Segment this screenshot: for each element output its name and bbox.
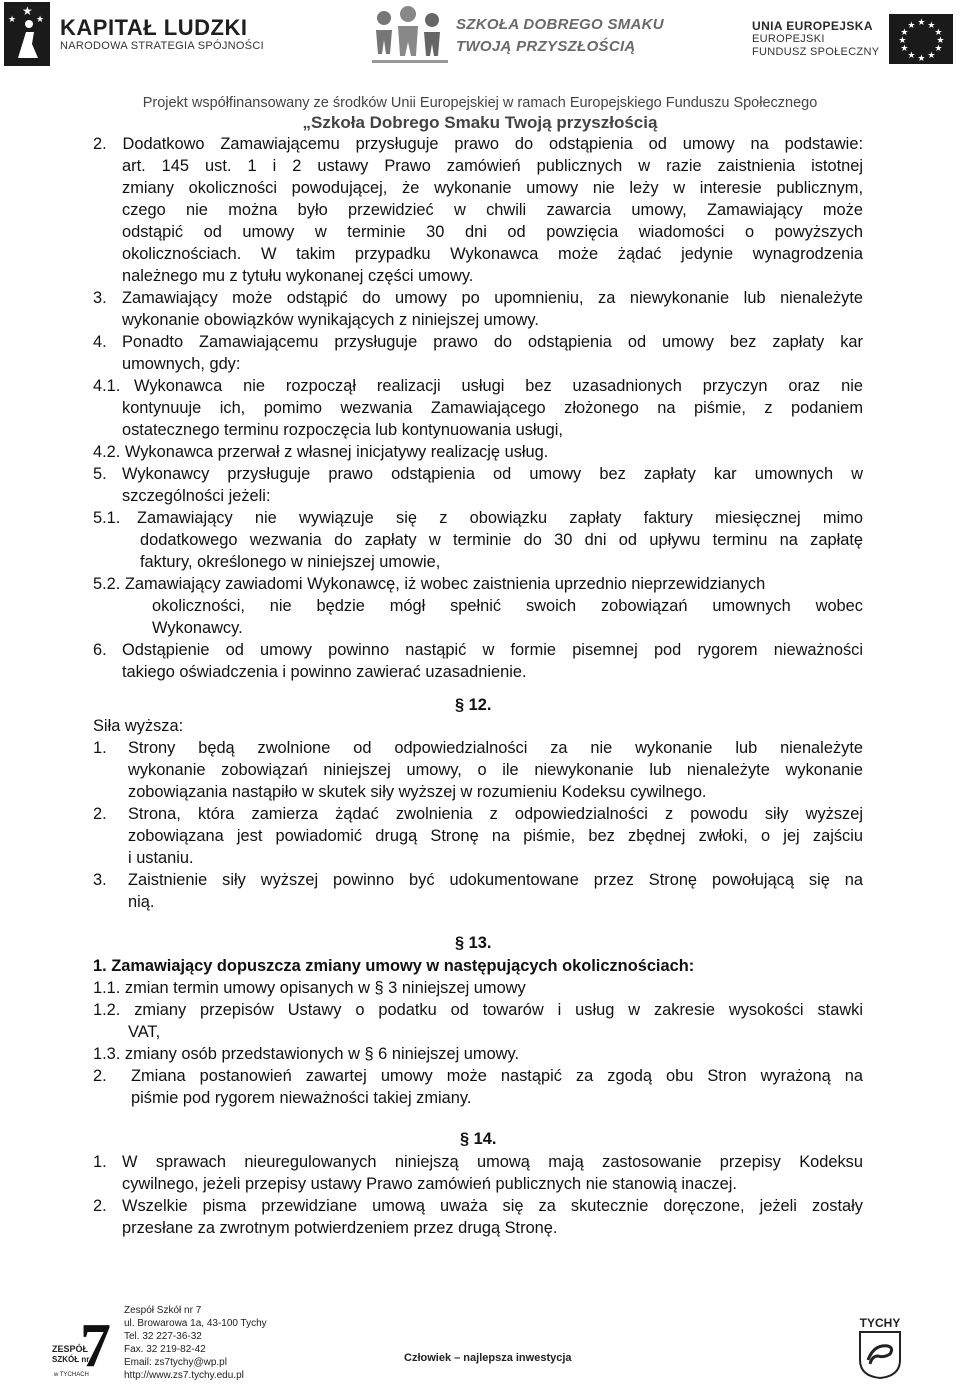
text-line: Wykonawca nie rozpoczął realizacji usługi bez uzasadnionych przyczyn oraz nie: [134, 377, 863, 395]
text-line: wykonanie obowiązków wynikających z niniejszej umowy.: [122, 311, 539, 329]
page-header: [0, 0, 960, 140]
text-line: Zamawiający nie wywiązuje się z obowiązku zapłaty faktury miesięcznej mimo: [137, 509, 863, 527]
text-line: umownych, gdy:: [122, 355, 241, 373]
children-figures-icon: [370, 4, 450, 68]
list-number: 4.1.: [93, 377, 121, 395]
text-line: Strony będą zwolnione od odpowiedzialności za nie wykonanie lub nienależyte: [128, 739, 863, 757]
kapital-ludzki-emblem-icon: ★ ★ ★: [4, 2, 50, 66]
sds-line-2: TWOJĄ PRZYSZŁOŚCIĄ: [456, 38, 636, 55]
zs-logo-line-1: ZESPÓŁ: [52, 1344, 89, 1354]
text-line: 5.2. Zamawiający zawiadomi Wykonawcę, iż wobec zaistnienia uprzednio nieprzewidzianych: [93, 575, 766, 593]
list-number: 5.1.: [93, 509, 121, 527]
list-number: 2.: [93, 1197, 107, 1215]
text-line: 1.3. zmiany osób przedstawionych w § 6 niniejszej umowy.: [93, 1045, 520, 1063]
text-line: wykonanie zobowiązań niniejszej umowy, o ile niewykonanie lub nienależyte wykonanie: [128, 761, 863, 779]
list-number: 4.: [93, 333, 107, 351]
tychy-crest-icon: [858, 1330, 902, 1380]
text-line: Odstąpienie od umowy powinno nastąpić w formie pisemnej pod rygorem nieważności: [122, 641, 863, 659]
text-line: Wszelkie pisma przewidziane umową uważa się za skutecznie doręczone, jeżeli zostały: [122, 1197, 863, 1215]
text-line: 4.2. Wykonawca przerwał z własnej inicjatywy realizację usług.: [93, 443, 549, 461]
text-line: Siła wyższa:: [93, 717, 184, 735]
text-line: 1. Zamawiający dopuszcza zmiany umowy w następujących okolicznościach:: [93, 957, 695, 975]
fax-line: Fax. 32 219-82-42: [124, 1344, 206, 1355]
text-line: art. 145 ust. 1 i 2 ustawy Prawo zamówień publicznych w razie zaistnienia istotnej: [122, 157, 863, 175]
text-line: Zaistnienie siły wyższej powinno być udokumentowane przez Stronę powołującą się na: [128, 871, 863, 889]
email-line: Email: zs7tychy@wp.pl: [124, 1357, 227, 1368]
phone-line: Tel. 32 227-36-32: [124, 1331, 202, 1342]
address-line: Zespół Szkół nr 7: [124, 1305, 202, 1316]
text-line: Wykonawcy przysługuje prawo odstąpienia od umowy bez zapłaty kar umownych w: [122, 465, 863, 483]
text-line: okolicznościach. W takim przypadku Wykonawca może żądać jedynie wynagrodzenia: [122, 245, 863, 263]
kapital-ludzki-logo: [4, 2, 264, 66]
text-line: nią.: [128, 893, 155, 911]
section-heading: § 12.: [455, 696, 492, 714]
text-line: ostatecznego terminu rozpoczęcia lub kontynuowania usługi,: [122, 421, 563, 439]
zespol-szkol-logo: [50, 1308, 130, 1378]
footer-motto: Człowiek – najlepsza inwestycja: [404, 1352, 572, 1364]
text-line: zobowiązana jest powiadomić drugą Stronę na piśmie, bez zbędnej zwłoki, o jej zajściu: [128, 827, 863, 845]
text-line: i ustaniu.: [128, 849, 194, 867]
school-address: [124, 1304, 267, 1382]
text-line: takiego oświadczenia i powinno zawierać uzasadnienie.: [122, 663, 527, 681]
text-line: piśmie pod rygorem nieważności takiej zmiany.: [131, 1089, 472, 1107]
section-heading: § 13.: [455, 934, 492, 952]
list-number: 5.: [93, 465, 107, 483]
text-line: Ponadto Zamawiającemu przysługuje prawo do odstąpienia od umowy bez zapłaty kar: [122, 333, 863, 351]
zs-logo-line-2: SZKÓŁ nr: [52, 1355, 90, 1364]
text-line: faktury, określonego w niniejszej umowie,: [140, 553, 441, 571]
list-number: 3.: [93, 871, 107, 889]
eu-flag-icon: ★ ★ ★ ★ ★ ★ ★ ★ ★ ★ ★ ★: [889, 14, 953, 64]
tychy-label: TYCHY: [859, 1316, 901, 1330]
text-line: przesłane za zwrotnym potwierdzeniem przez drugą Stronę.: [122, 1219, 558, 1237]
sds-line-1: SZKOŁA DOBREGO SMAKU: [456, 16, 664, 33]
list-number: 1.: [93, 1153, 107, 1171]
text-line: Zmiana postanowień zawartej umowy może nastąpić za zgodą obu Stron wyrażoną na: [131, 1067, 863, 1085]
zs-logo-number: 7: [80, 1312, 111, 1378]
page-footer: [0, 1290, 960, 1385]
text-line: szczególności jeżeli:: [122, 487, 271, 505]
list-number: 2.: [93, 1067, 107, 1085]
text-line: okoliczności, nie będzie mógł spełnić swoich zobowiązań umownych wobec: [152, 597, 863, 615]
project-cofinancing-line: Projekt współfinansowany ze środków Unii Europejskiej w ramach Europejskiego Funduszu Społecznego: [142, 95, 818, 111]
list-number: 2.: [93, 805, 107, 823]
text-line: kontynuuje ich, pomimo wezwania Zamawiającego złożonego na piśmie, z podaniem: [122, 399, 863, 417]
text-line: 1.1. zmian termin umowy opisanych w § 3 niniejszej umowy: [93, 979, 526, 997]
text-line: zmiany okoliczności powodującej, że wykonanie umowy nie leży w interesie publicznym,: [122, 179, 863, 197]
text-line: czego nie można było przewidzieć w chwili zawarcia umowy, Zamawiający może: [122, 201, 863, 219]
kapital-ludzki-title: KAPITAŁ LUDZKI: [60, 15, 248, 40]
ue-line-3: FUNDUSZ SPOŁECZNY: [752, 46, 880, 58]
text-line: cywilnego, jeżeli przepisy ustawy Prawo zamówień publicznych nie stanowią inaczej.: [122, 1175, 737, 1193]
list-number: 3.: [93, 289, 107, 307]
text-line: Zamawiający może odstąpić do umowy po upomnieniu, za niewykonanie lub nienależyte: [122, 289, 863, 307]
text-line: Wykonawcy.: [152, 619, 243, 637]
text-line: Strona, która zamierza żądać zwolnienia z odpowiedzialności z powodu siły wyższej: [128, 805, 863, 823]
text-line: należnego mu z tytułu wykonanej części umowy.: [122, 267, 474, 285]
section-heading: § 14.: [460, 1130, 497, 1148]
text-line: odstąpić od umowy w terminie 30 dni od powzięcia wiadomości o powyższych: [122, 223, 863, 241]
website-link[interactable]: http://www.zs7.tychy.edu.pl: [124, 1370, 244, 1381]
text-line: 1.2. zmiany przepisów Ustawy o podatku od towarów i usług w zakresie wysokości stawki: [93, 1001, 863, 1019]
text-line: W sprawach nieuregulowanych niniejszą umową mają zastosowanie przepisy Kodeksu: [122, 1153, 863, 1171]
project-name: „Szkoła Dobrego Smaku Twoją przyszłością: [302, 113, 658, 132]
szkola-dobrego-smaku-logo: [370, 4, 664, 68]
text-line: dodatkowego wezwania do zapłaty w terminie do 30 dni od upływu terminu na zapłatę: [140, 531, 863, 549]
address-line: ul. Browarowa 1a, 43-100 Tychy: [124, 1318, 267, 1329]
text-line: 2. Dodatkowo Zamawiającemu przysługuje prawo do odstąpienia od umowy na podstawie:: [93, 135, 863, 153]
tychy-logo: [852, 1316, 908, 1385]
list-number: 1.: [93, 739, 107, 757]
list-number: 6.: [93, 641, 107, 659]
unia-europejska-logo: [752, 14, 953, 64]
ue-line-2: EUROPEJSKI: [752, 33, 825, 45]
zs-logo-city: w TYCHACH: [54, 1372, 89, 1378]
ue-title: UNIA EUROPEJSKA: [752, 19, 873, 33]
kapital-ludzki-subtitle: NARODOWA STRATEGIA SPÓJNOŚCI: [60, 40, 264, 52]
text-line: VAT,: [128, 1023, 161, 1041]
text-line: zobowiązania nastąpiło w skutek siły wyższej w rozumieniu Kodeksu cywilnego.: [128, 783, 707, 801]
